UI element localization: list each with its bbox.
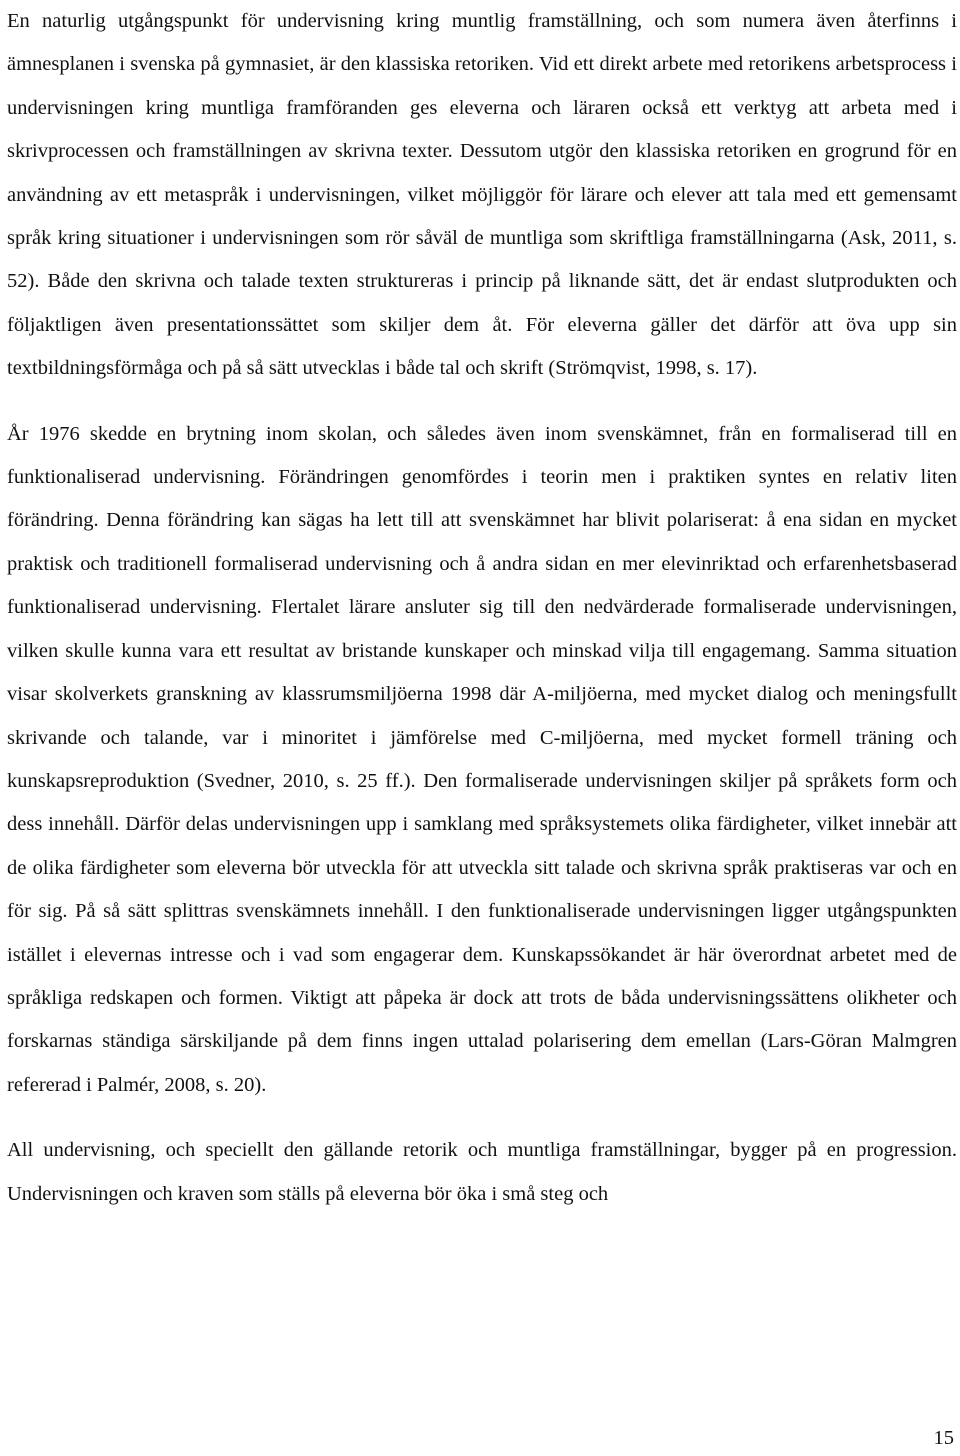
- document-page: [7, 0, 957, 1216]
- paragraph-3: All undervisning, och speciellt den gällande retorik och muntliga framställningar, bygger på en progression. Undervisningen och kraven som ställs på eleverna bör öka i små steg och: [7, 1139, 957, 1205]
- paragraph-2: År 1976 skedde en brytning inom skolan, och således även inom svenskämnet, från en formaliserad till en funktionaliserad undervisning. Förändringen genomfördes i teorin men i praktiken syntes en relativ liten förändring. Denna förändring kan sägas ha lett till att svenskämnet har blivit polariserat: å ena sidan en mycket praktisk och traditionell formaliserad undervisning och å andra sidan en mer elevinriktad och erfarenhetsbaserad funktionaliserad undervisning. Flertalet lärare ansluter sig till den nedvärderade formaliserade undervisningen, vilken skulle kunna vara ett resultat av bristande kunskaper och minskad vilja till engagemang. Samma situation visar skolverkets granskning av klassrumsmiljöerna 1998 där A-miljöerna, med mycket dialog och meningsfullt skrivande och talande, var i minoritet i jämförelse med C-miljöerna, med mycket formell träning och kunskapsreproduktion (Svedner, 2010, s. 25 ff.). Den formaliserade undervisningen skiljer på språkets form och dess innehåll. Därför delas undervisningen upp i samklang med språksystemets olika färdigheter, vilket innebär att de olika färdigheter som eleverna bör utveckla för att utveckla sitt talade och skrivna språk praktiseras var och en för sig. På så sätt splittras svenskämnets innehåll. I den funktionaliserade undervisningen ligger utgångspunkten istället i elevernas intresse och i vad som engagerar dem. Kunskapssökandet är här överordnat arbetet med de språkliga redskapen och formen. Viktigt att påpeka är dock att trots de båda undervisningssättens olikheter och forskarnas ständiga särskiljande på dem finns ingen uttalad polarisering dem emellan (Lars-Göran Malmgren refererad i Palmér, 2008, s. 20).: [7, 422, 957, 1096]
- page-number: 15: [933, 1427, 954, 1449]
- paragraph-1: En naturlig utgångspunkt för undervisning kring muntlig framställning, och som numera även återfinns i ämnesplanen i svenska på gymnasiet, är den klassiska retoriken. Vid ett direkt arbete med retorikens arbetsprocess i undervisningen kring muntliga framföranden ges eleverna och läraren också ett verktyg att arbeta med i skrivprocessen och framställningen av skrivna texter. Dessutom utgör den klassiska retoriken en grogrund för en användning av ett metaspråk i undervisningen, vilket möjliggör för lärare och elever att tala med ett gemensamt språk kring situationer i undervisningen som rör såväl de muntliga som skriftliga framställningarna (Ask, 2011, s. 52). Både den skrivna och talade texten struktureras i princip på liknande sätt, det är endast slutprodukten och följaktligen även presentationssättet som skiljer dem åt. För eleverna gäller det därför att öva upp sin textbildningsförmåga och på så sätt utvecklas i både tal och skrift (Strömqvist, 1998, s. 17).: [7, 10, 957, 380]
